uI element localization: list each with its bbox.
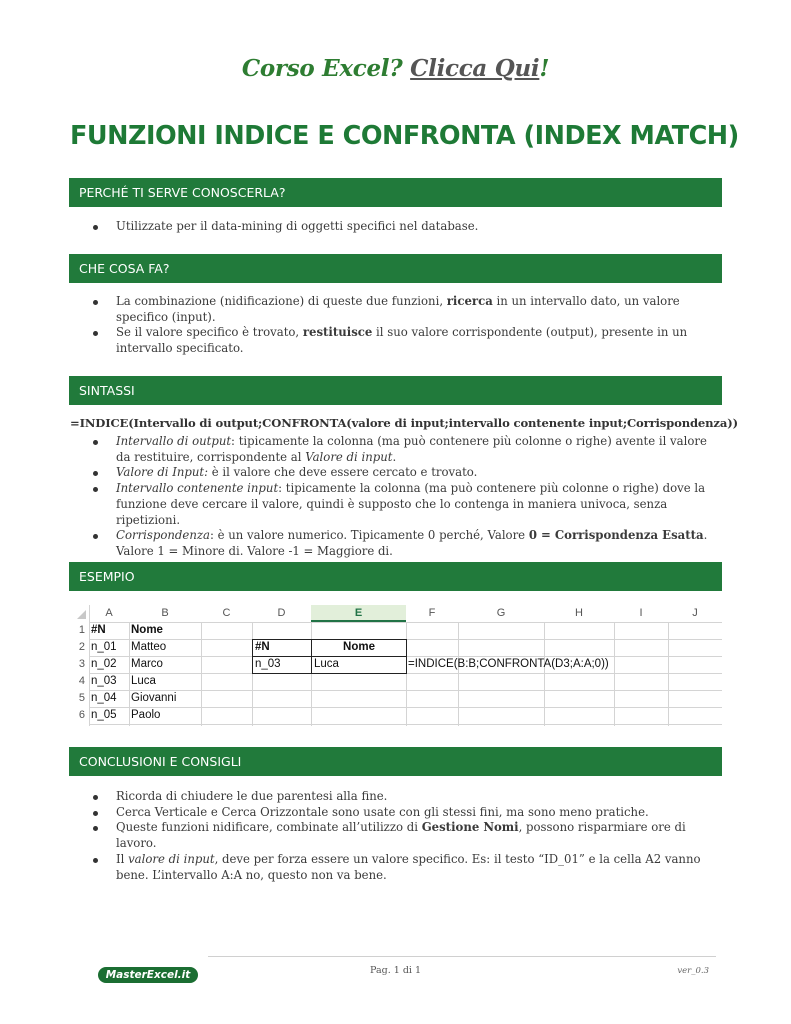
masterexcel-logo[interactable]: MasterExcel.it [98,967,198,983]
cell-f3-formula[interactable]: =INDICE(B:B;CONFRONTA(D3;A:A;0)) [408,658,609,670]
column-header-e[interactable]: E [354,607,363,619]
course-suffix: ! [539,55,550,82]
conclusions-list [93,789,718,883]
select-all-corner[interactable] [69,605,89,622]
column-header-c[interactable]: C [222,607,231,619]
cell-b2[interactable]: Matteo [131,641,167,653]
course-text: Corso Excel? [241,55,411,82]
column-header-f[interactable]: F [428,607,436,619]
column-header-i[interactable]: I [639,607,643,619]
version-label: ver_0.3 [677,966,709,976]
column-header-d[interactable]: D [277,607,286,619]
list-item: Valore di Input: è il valore che deve essere cercato e trovato. [93,465,718,481]
list-item: La combinazione (nidificazione) di queste due funzioni, ricerca in un intervallo dato, un valore specifico (input). [93,294,718,325]
row-header-4[interactable]: 4 [78,675,85,687]
cell-d3[interactable]: n_03 [255,658,281,670]
list-item: Utilizzate per il data-mining di oggetti specifici nel database. [93,219,718,235]
spreadsheet-example [69,605,722,726]
cell-a3[interactable]: n_02 [91,658,117,670]
cell-a5[interactable]: n_04 [91,692,117,704]
cell-e3[interactable]: Luca [314,658,339,670]
row-header-2[interactable]: 2 [78,641,85,653]
column-header-b[interactable]: B [161,607,169,619]
list-item: Corrispondenza: è un valore numerico. Tipicamente 0 perché, Valore 0 = Corrispondenza Esatta. Valore 1 = Minore di. Valore -1 = Maggiore di. [93,528,718,559]
cell-a6[interactable]: n_05 [91,709,117,721]
list-item: Ricorda di chiudere le due parentesi alla fine. [93,789,718,805]
list-item: Cerca Verticale e Cerca Orizzontale sono usate con gli stessi fini, ma sono meno pratiche. [93,805,718,821]
cell-b4[interactable]: Luca [131,675,156,687]
list-item: Intervallo di output: tipicamente la colonna (ma può contenere più colonne o righe) avente il valore da restituire, corrispondente al Valore di input. [93,434,718,465]
page-number: Pag. 1 di 1 [370,965,421,976]
cell-e2[interactable]: Nome [343,641,375,653]
list-item: Intervallo contenente input: tipicamente la colonna (ma può contenere più colonne o righe) dove la funzione deve cercare il valore, quindi è supposto che lo contenga in maniera univoca, senza ripetizioni. [93,481,718,528]
column-header-g[interactable]: G [496,607,506,619]
row-header-3[interactable]: 3 [78,658,85,670]
list-item: Se il valore specifico è trovato, restituisce il suo valore corrispondente (output), presente in un intervallo specificato. [93,325,718,356]
section-heading-why: PERCHÉ TI SERVE CONOSCERLA? [69,178,722,207]
cell-b1[interactable]: Nome [131,624,163,636]
column-header-j[interactable]: J [692,607,698,619]
row-header-6[interactable]: 6 [78,709,85,721]
list-item: Queste funzioni nidificare, combinate all’utilizzo di Gestione Nomi, possono risparmiare ore di lavoro. [93,820,718,851]
cell-a2[interactable]: n_01 [91,641,117,653]
section-heading-conclusions: CONCLUSIONI E CONSIGLI [69,747,722,776]
row-header-1[interactable]: 1 [78,624,85,636]
cell-a1[interactable]: #N [91,624,106,636]
cell-a4[interactable]: n_03 [91,675,117,687]
column-header-a[interactable]: A [105,607,113,619]
section-heading-syntax: SINTASSI [69,376,722,405]
cell-b6[interactable]: Paolo [131,709,161,721]
footer-divider [208,956,716,957]
syntax-list [93,434,718,560]
page-title: FUNZIONI INDICE E CONFRONTA (INDEX MATCH) [70,121,739,151]
why-list [93,219,718,235]
cell-b3[interactable]: Marco [131,658,163,670]
column-header-h[interactable]: H [575,607,583,619]
list-item: Il valore di input, deve per forza essere un valore specifico. Es: il testo “ID_01” e la cella A2 vanno bene. L’intervallo A:A no, questo non va bene. [93,852,718,883]
row-header-5[interactable]: 5 [78,692,85,704]
what-list [93,294,718,357]
cell-b5[interactable]: Giovanni [131,692,177,704]
section-heading-what: CHE COSA FA? [69,254,722,283]
cell-d2[interactable]: #N [255,641,270,653]
syntax-formula: =INDICE(Intervallo di output;CONFRONTA(valore di input;intervallo contenente input;Corrispondenza)) [70,416,738,430]
section-heading-example: ESEMPIO [69,562,722,591]
course-link[interactable]: Clicca Qui [410,55,540,82]
course-banner [0,55,791,82]
